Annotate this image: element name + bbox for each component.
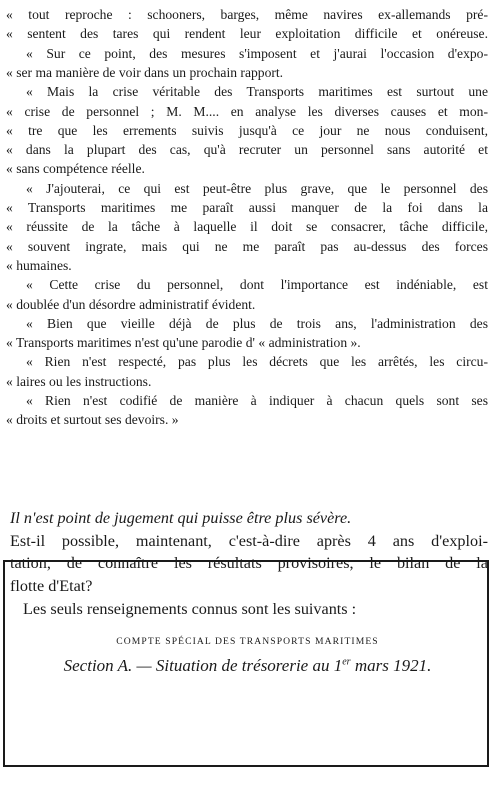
quote-line: « droits et surtout ses devoirs. » <box>6 412 179 428</box>
table-caption: COMPTE SPÉCIAL DES TRANSPORTS MARITIMES <box>116 636 379 647</box>
quote-line: « sans compétence réelle. <box>6 161 145 177</box>
quote-line: « Sur ce point, des mesures s'imposent et j'aurai l'occasion d'expo- <box>26 45 488 61</box>
section-title-suffix: mars 1921. <box>350 656 432 675</box>
quote-line: « humaines. <box>6 257 72 273</box>
quote-line: « tre que les errements suivis jusqu'à ce jour ne nous conduisent, <box>6 122 488 138</box>
paragraph-line-1: Est-il possible, maintenant, c'est-à-dire après 4 ans d'exploi- <box>10 532 488 550</box>
quote-line: « Cette crise du personnel, dont l'importance est indéniable, est <box>26 277 488 293</box>
quote-line: « tout reproche : schooners, barges, même navires ex-allemands pré- <box>6 7 488 22</box>
quote-line: « Rien n'est codifié de manière à indiquer à chacun quels sont ses <box>26 393 488 408</box>
quote-line: « sentent des tares qui rendent leur exploitation difficile et onéreuse. <box>6 26 488 42</box>
paragraph-line-2: tation, de connaître les résultats provisoires, le bilan de la <box>10 554 488 572</box>
quote-line: « dans la plupart des cas, qu'à recruter un personnel sans autorité et <box>6 142 488 158</box>
quote-line: « souvent ingrate, mais qui ne me paraît pas au-dessus des forces <box>6 238 488 254</box>
section-title-sup: er <box>342 656 351 668</box>
quote-line: « laires ou les instructions. <box>6 373 152 389</box>
quote-line: « Mais la crise véritable des Transports maritimes est surtout une <box>26 84 488 100</box>
quote-line: « ser ma manière de voir dans un prochain rapport. <box>6 64 284 80</box>
quote-line: « Rien n'est respecté, pas plus les décrets que les arrêtés, les circu- <box>26 354 488 370</box>
paragraph-line-4: Les seuls renseignements connus sont les suivants : <box>23 600 357 618</box>
quote-line: « réussite de la tâche à laquelle il doit se consacrer, tâche difficile, <box>6 219 488 235</box>
quote-line: « doublée d'un désordre administratif évident. <box>6 296 256 312</box>
paragraph-line-3: flotte d'Etat? <box>10 577 93 595</box>
quote-line: « Bien que vieille déjà de plus de trois ans, l'administration des <box>26 315 488 331</box>
italic-judgement-line: Il n'est point de jugement qui puisse être plus sévère. <box>10 509 352 527</box>
quote-line: « Transports maritimes me paraît aussi manquer de la foi dans la <box>6 200 488 215</box>
treasury-table <box>3 560 489 767</box>
quote-line: « Transports maritimes n'est qu'une parodie d' « administration ». <box>6 335 361 351</box>
quote-line: « J'ajouterai, ce qui est peut-être plus grave, que le personnel des <box>26 180 488 196</box>
quote-line: « crise de personnel ; M. M.... en analyse les diverses causes et mon- <box>6 103 488 119</box>
section-title-prefix: Section A. — Situation de trésorerie au 1 <box>63 656 343 675</box>
